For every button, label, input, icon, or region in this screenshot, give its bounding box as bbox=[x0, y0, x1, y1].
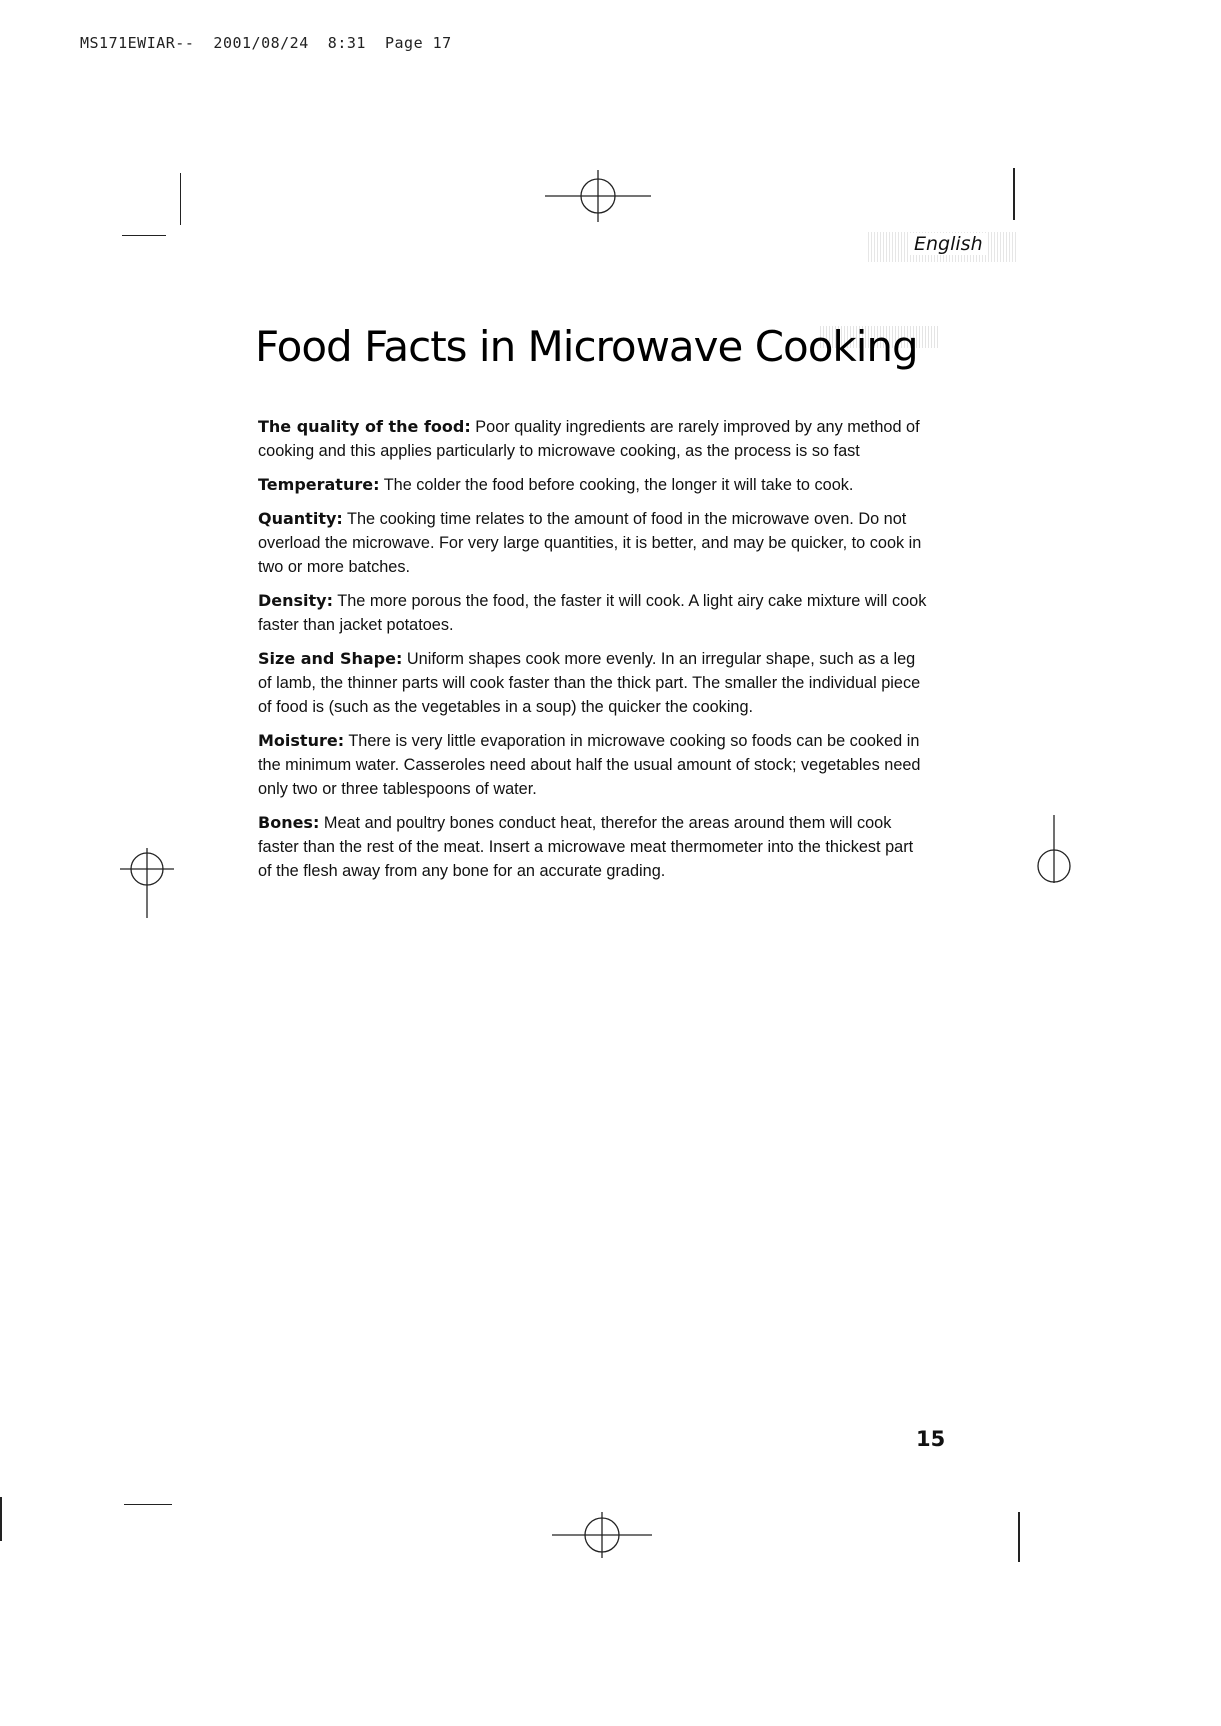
print-slug-header: MS171EWIAR-- 2001/08/24 8:31 Page 17 bbox=[80, 34, 452, 52]
text-quantity: The cooking time relates to the amount of food in the microwave oven. Do not overload the microwave. For very large quantities, it is better, and may be quicker, to cook in two or more batches. bbox=[258, 510, 922, 576]
text-size-and-shape: Uniform shapes cook more evenly. In an irregular shape, such as a leg of lamb, the thinner parts will cook faster than the thick part. The smaller the individual piece of food is (such as the vegetables in a soup) the quicker the cooking. bbox=[258, 650, 921, 716]
crop-mark-top-left-vertical bbox=[180, 173, 181, 225]
text-density: The more porous the food, the faster it will cook. A light airy cake mixture will cook faster than jacket potatoes. bbox=[258, 592, 927, 634]
term-quality: The quality of the food: bbox=[258, 417, 471, 436]
registration-mark-top-icon bbox=[545, 170, 651, 222]
edge-mark-left bbox=[0, 1497, 2, 1541]
page-number: 15 bbox=[916, 1427, 946, 1451]
crop-mark-bottom-left-horizontal bbox=[124, 1504, 172, 1505]
crop-mark-top-right-vertical bbox=[1013, 168, 1015, 220]
text-temperature: The colder the food before cooking, the longer it will take to cook. bbox=[379, 476, 854, 494]
term-size-and-shape: Size and Shape: bbox=[258, 649, 403, 668]
term-moisture: Moisture: bbox=[258, 731, 345, 750]
term-density: Density: bbox=[258, 591, 334, 610]
paragraph-bones bbox=[258, 811, 930, 883]
crop-mark-bottom-right-vertical bbox=[1018, 1512, 1020, 1562]
term-temperature: Temperature: bbox=[258, 475, 380, 494]
paragraph-quantity bbox=[258, 507, 930, 579]
language-tab-label: English bbox=[910, 233, 987, 255]
registration-mark-bottom-icon bbox=[552, 1512, 652, 1558]
text-bones: Meat and poultry bones conduct heat, therefor the areas around them will cook faster than the rest of the meat. Insert a microwave meat thermometer into the thickest part of the flesh away from any bone for an accurate grading. bbox=[258, 814, 914, 880]
paragraph-moisture bbox=[258, 729, 930, 801]
page-title: Food Facts in Microwave Cooking bbox=[255, 322, 918, 371]
food-facts-content bbox=[258, 415, 930, 893]
registration-mark-left-icon bbox=[120, 848, 174, 918]
paragraph-temperature bbox=[258, 473, 930, 497]
paragraph-size-and-shape bbox=[258, 647, 930, 719]
paragraph-density bbox=[258, 589, 930, 637]
paragraph-quality bbox=[258, 415, 930, 463]
term-quantity: Quantity: bbox=[258, 509, 343, 528]
text-quality: Poor quality ingredients are rarely improved by any method of cooking and this applies particularly to microwave cooking, as the process is so fast bbox=[258, 418, 920, 460]
text-moisture: There is very little evaporation in microwave cooking so foods can be cooked in the minimum water. Casseroles need about half the usual amount of stock; vegetables need only two or three tablespoons of water. bbox=[258, 732, 921, 798]
term-bones: Bones: bbox=[258, 813, 320, 832]
crop-mark-top-left-horizontal bbox=[122, 235, 166, 236]
registration-mark-right-icon bbox=[1034, 815, 1074, 883]
